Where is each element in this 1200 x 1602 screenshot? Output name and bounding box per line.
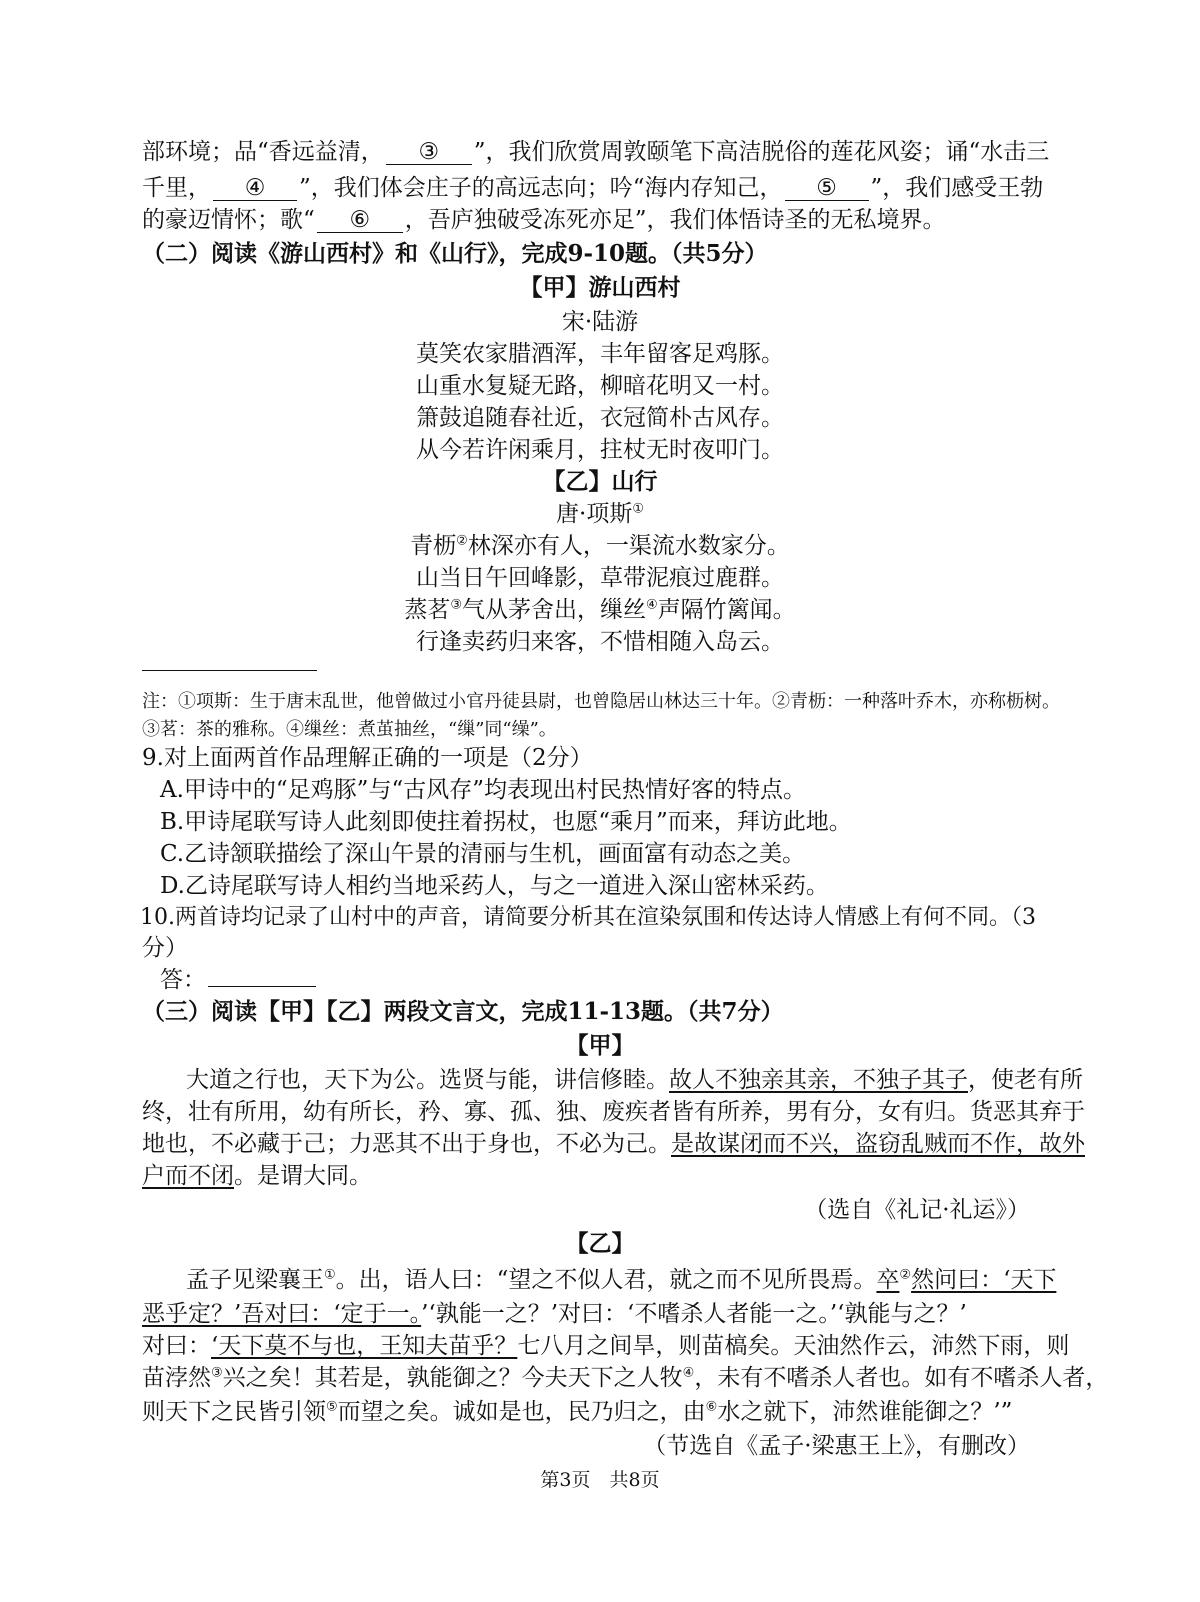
footnote-divider (142, 670, 317, 671)
text: 声隔竹篱闻。 (657, 597, 796, 623)
text: 。是谓大同。 (234, 1163, 372, 1189)
text: ，使老有所 (968, 1067, 1083, 1093)
question-10-stem: 10.两首诗均记录了山村中的声音，请简要分析其在渲染氛围和传达诗人情感上有何不同。（3 (140, 905, 1036, 930)
text: 孟子见梁襄王 (186, 1267, 324, 1293)
underlined-sentence: 然问曰：‘天下 (911, 1267, 1057, 1293)
text: 林深亦有人，一渠流水数家分。 (467, 533, 790, 559)
blank-3[interactable]: ③ (386, 140, 472, 165)
text: ”，我们体会庄子的高远志向；吟“海内存知己， (299, 175, 783, 201)
note-marker: ⑥ (705, 1399, 718, 1415)
poem2-line: 山当日午回峰影，草带泥痕过鹿群。 (416, 565, 784, 591)
note-marker: ⑤ (326, 1399, 338, 1415)
footnote-line: ③茗：茶的雅称。④缫丝：煮茧抽丝，“缫”同“缲”。 (142, 719, 557, 740)
footnote-line: 注：①项斯：生于唐末乱世，他曾做过小官丹徒县尉，也曾隐居山林达三十年。②青枥：一种落叶乔木，亦称枥树。 (142, 691, 1060, 712)
passage-yi-source: （节选自《孟子·梁惠王上》，有删改） (643, 1433, 1030, 1459)
note-marker: ② (456, 533, 468, 549)
passage-jia-line (142, 1160, 372, 1192)
text: 苗浡然 (142, 1365, 211, 1391)
passage-jia-line: 终，壮有所用，幼有所长，矜、寡、孤、独、废疾者皆有所养，男有分，女有归。货恶其弃于 (142, 1099, 1085, 1125)
fill-in-line-3 (142, 204, 946, 236)
passage-jia-line (186, 1064, 1083, 1096)
page-footer: 第3页 共8页 (540, 1469, 660, 1491)
underlined-sentence: ‘天下莫不与也，王知夫苗乎？ (211, 1333, 518, 1359)
underlined-sentence: 卒 (876, 1267, 900, 1293)
poem1-title: 【甲】游山西村 (519, 274, 681, 301)
note-marker: ① (324, 1267, 336, 1283)
underlined-sentence: 故人不独亲其亲，不独子其子 (669, 1067, 968, 1093)
poem2-line (0, 530, 1200, 562)
answer-row (160, 964, 318, 996)
question-9-option-b[interactable]: B.甲诗尾联写诗人此刻即使拄着拐杖，也愿“乘月”而来，拜访此地。 (160, 809, 852, 835)
passage-yi-line (142, 1396, 1012, 1428)
question-9-stem: 9.对上面两首作品理解正确的一项是（2分） (142, 745, 593, 771)
underlined-sentence: 是故谋闭而不兴，盗窃乱贼而不作，故外 (671, 1131, 1085, 1157)
question-10-stem-cont: 分） (142, 935, 188, 961)
poem1-line: 从今若许闲乘月，拄杖无时夜叩门。 (416, 437, 784, 463)
poem2-line: 行逢卖药归来客，不惜相随入岛云。 (416, 629, 784, 655)
question-9-option-d[interactable]: D.乙诗尾联写诗人相约当地采药人，与之一道进入深山密林采药。 (160, 873, 829, 899)
blank-6[interactable]: ⑥ (317, 208, 403, 233)
poem2-title: 【乙】山行 (542, 468, 658, 495)
passage-jia-line (142, 1128, 1085, 1160)
note-marker: ③ (450, 597, 462, 613)
fill-in-line-1 (142, 136, 1049, 168)
passage-jia-source: （选自《礼记·礼运》） (804, 1197, 1030, 1223)
poem1-line: 箫鼓追随春社近，衣冠简朴古风存。 (416, 405, 784, 431)
note-marker: ④ (682, 1365, 695, 1381)
text: 气从茅舍出，缫丝 (462, 597, 646, 623)
text: 的豪迈情怀；歌“ (142, 207, 315, 233)
note-marker: ① (632, 501, 644, 517)
passage-jia-title: 【甲】 (565, 1032, 635, 1059)
poem1-line: 山重水复疑无路，柳暗花明又一村。 (416, 373, 784, 399)
poem1-author: 宋·陆游 (561, 309, 639, 335)
poem2-author (0, 498, 1200, 530)
passage-yi-line (142, 1298, 967, 1330)
underlined-sentence: 户而不闭 (142, 1163, 234, 1189)
text: 蒸茗 (404, 597, 451, 623)
author-text: 唐·项斯 (556, 501, 633, 527)
text: ”，我们感受王勃 (870, 175, 1044, 201)
text: ’‘孰能一之？’对曰：‘不嗜杀人者能一之。’‘孰能与之？’ (421, 1301, 967, 1327)
text: 地也，不必藏于己；力恶其不出于身也，不必为己。 (142, 1131, 671, 1157)
text: 青枥 (410, 533, 457, 559)
text: 对曰： (142, 1333, 211, 1359)
answer-input[interactable] (208, 986, 316, 987)
text: ”，我们欣赏周敦颐笔下高洁脱俗的莲花风姿；诵“水击三 (473, 139, 1050, 165)
passage-yi-title: 【乙】 (565, 1230, 635, 1257)
text: 则天下之民皆引领 (142, 1399, 326, 1425)
text: 水之就下，沛然谁能御之？’” (717, 1399, 1013, 1425)
poem2-line (0, 594, 1200, 626)
passage-yi-line (186, 1264, 1056, 1296)
blank-4[interactable]: ④ (213, 176, 297, 201)
text: 千里， (142, 175, 211, 201)
answer-label: 答： (160, 967, 206, 993)
text: 。出，语人曰：“望之不似人君，就之而不见所畏焉。 (335, 1267, 877, 1293)
passage-yi-line (142, 1330, 1069, 1362)
text: ，吾庐独破受冻死亦足”，我们体悟诗圣的无私境界。 (404, 207, 946, 233)
text: ，未有不嗜杀人者也。如有不嗜杀人者， (694, 1365, 1109, 1391)
question-9-option-a[interactable]: A.甲诗中的“足鸡豚”与“古风存”均表现出村民热情好客的特点。 (160, 777, 806, 803)
poem1-line: 莫笑农家腊酒浑，丰年留客足鸡豚。 (416, 341, 784, 367)
passage-yi-line (142, 1362, 1108, 1394)
blank-5[interactable]: ⑤ (785, 176, 869, 201)
section-3-heading: （三）阅读【甲】【乙】两段文言文，完成11-13题。（共7分） (142, 998, 784, 1025)
text: 大道之行也，天下为公。选贤与能，讲信修睦。 (186, 1067, 669, 1093)
question-9-option-c[interactable]: C.乙诗颔联描绘了深山午景的清丽与生机，画面富有动态之美。 (160, 841, 806, 867)
note-marker: ④ (646, 597, 658, 613)
note-marker: ② (899, 1267, 912, 1283)
note-marker: ③ (211, 1365, 223, 1381)
underlined-sentence: 恶乎定？’吾对曰：‘定于一。 (142, 1301, 422, 1327)
section-2-heading: （二）阅读《游山西村》和《山行》，完成9-10题。（共5分） (142, 240, 768, 267)
fill-in-line-2 (142, 172, 1043, 204)
text: 七八月之间旱，则苗槁矣。天油然作云，沛然下雨，则 (517, 1333, 1070, 1359)
text: 而望之矣。诚如是也，民乃归之，由 (337, 1399, 706, 1425)
text: 兴之矣！其若是，孰能御之？今夫天下之人牧 (222, 1365, 683, 1391)
text: 部环境；品“香远益清， (142, 139, 384, 165)
